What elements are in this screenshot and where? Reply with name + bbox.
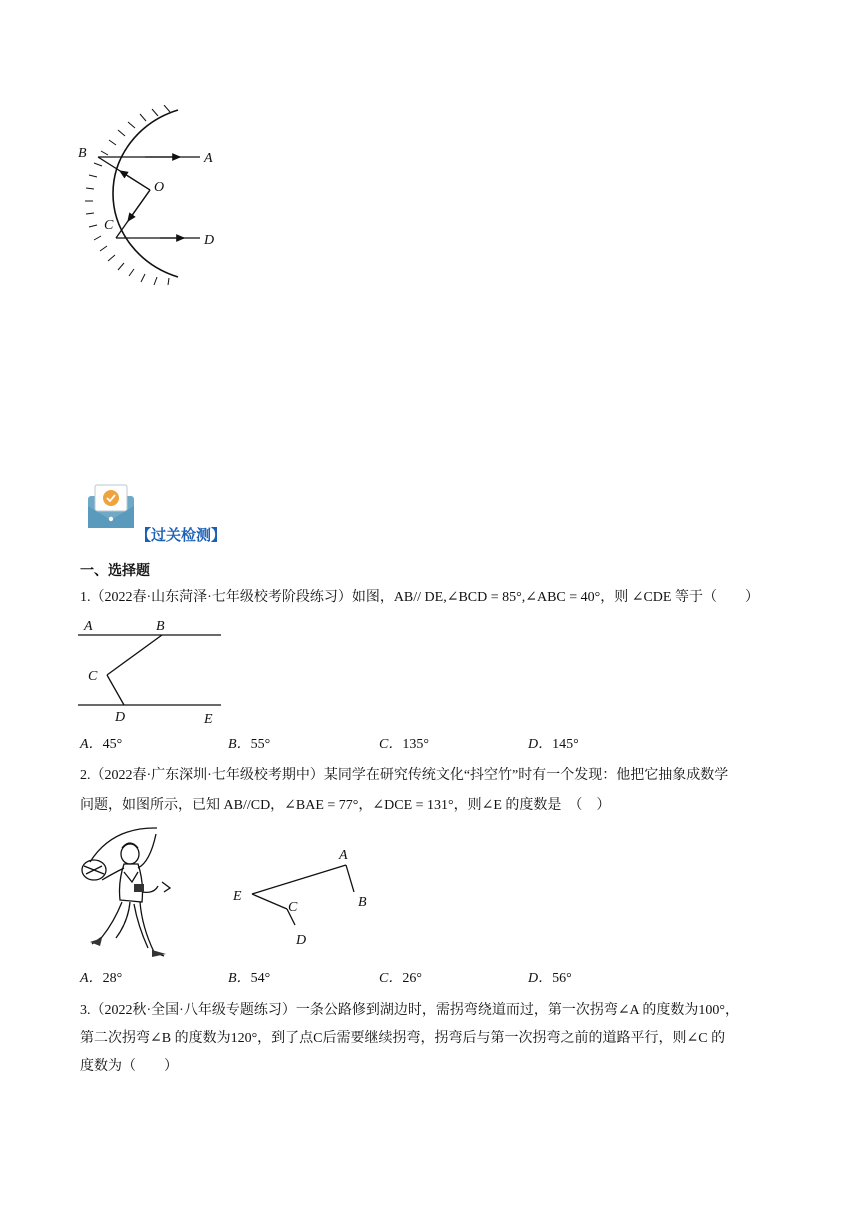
q1-label-A: A (84, 619, 93, 634)
q2-option-d[interactable]: D．56° (528, 971, 572, 986)
q2-option-b[interactable]: B．54° (228, 971, 271, 986)
q1-figure (78, 615, 228, 730)
q2-option-c[interactable]: C．26° (379, 971, 422, 986)
mirror-arc (113, 110, 178, 277)
label-O: O (154, 180, 165, 195)
q2-option-a[interactable]: A．28° (80, 971, 123, 986)
q1-option-b[interactable]: B．55° (228, 737, 271, 752)
q1-option-a[interactable]: A．45° (80, 737, 123, 752)
q3-line3: 度数为（ ） (80, 1059, 178, 1074)
q2-label-E: E (233, 889, 242, 904)
q2-label-B: B (358, 895, 367, 910)
q2-figure (230, 840, 380, 950)
q2-label-A: A (339, 848, 348, 863)
label-C: C (104, 218, 114, 233)
label-B: B (78, 146, 87, 161)
q2-label-C: C (288, 900, 298, 915)
q3-line2: 第二次拐弯∠B 的度数为120°，到了点C后需要继续拐弯，拐弯后与第一次拐弯之前的道路平行，则∠C 的 (80, 1031, 726, 1046)
section-badge (86, 482, 256, 542)
q2-label-D: D (296, 933, 307, 948)
mirror-hatching (85, 105, 170, 285)
q3-line1: 3.（2022秋·全国·八年级专题练习）一条公路修到湖边时，需拐弯绕道而过，第一次拐弯∠A 的度数为100°， (80, 1003, 739, 1018)
q1-option-c[interactable]: C．135° (379, 737, 429, 752)
q1-option-d[interactable]: D．145° (528, 737, 579, 752)
label-D: D (204, 233, 215, 248)
mirror-figure (70, 105, 230, 285)
q1-label-C: C (88, 669, 98, 684)
q1-label-E: E (204, 712, 213, 727)
q2-stem-line1: 2.（2022春·广东深圳·七年级校考期中）某同学在研究传统文化“抖空竹”时有一个发现：他把它抽象成数学 (80, 768, 729, 783)
check-envelope-icon (86, 482, 136, 530)
diabolo-player-illustration (72, 822, 182, 962)
q1-label-B: B (156, 619, 165, 634)
section-heading: 一、选择题 (80, 562, 150, 578)
q1-label-D: D (115, 710, 126, 725)
q2-stem-line2: 问题，如图所示，已知 AB//CD，∠BAE = 77°，∠DCE = 131°，则∠E 的度数是 （ ） (80, 798, 611, 813)
label-A: A (204, 151, 213, 166)
section-badge-title: 【过关检测】 (136, 527, 227, 544)
q1-stem: 1.（2022春·山东菏泽·七年级校考阶段练习）如图，AB// DE,∠BCD = 85°,∠ABC = 40°，则 ∠CDE 等于（ ） (80, 590, 759, 605)
